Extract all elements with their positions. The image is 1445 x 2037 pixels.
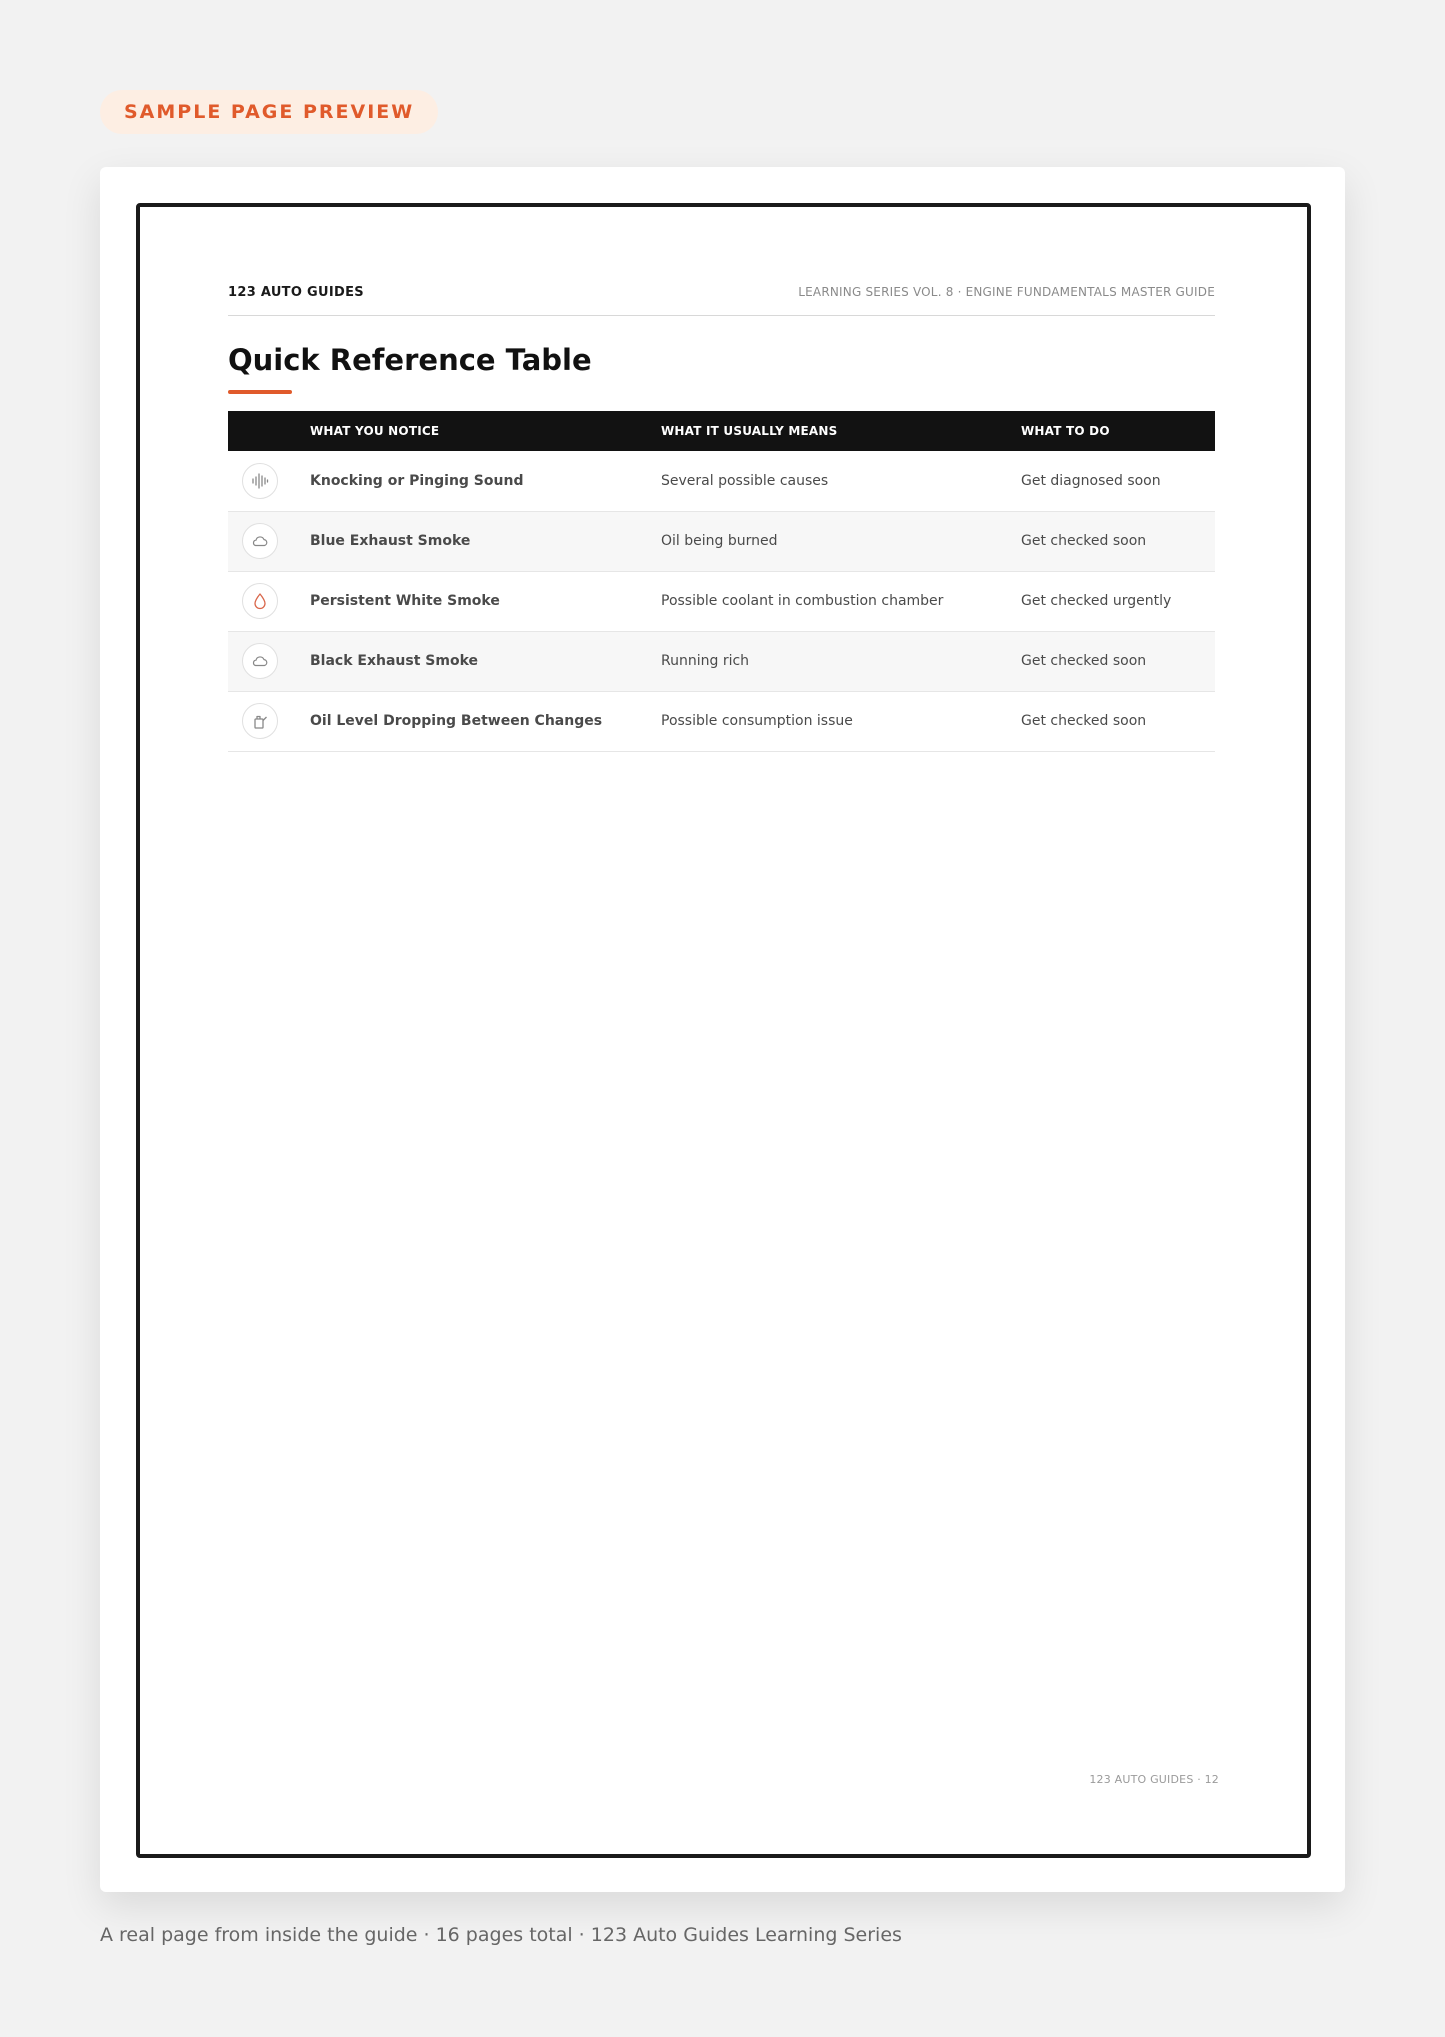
- table-row: [228, 691, 1215, 751]
- brand-label: 123 AUTO GUIDES: [228, 285, 364, 300]
- page-title: Quick Reference Table: [228, 343, 592, 377]
- preview-caption: A real page from inside the guide · 16 pages total · 123 Auto Guides Learning Series: [100, 1924, 902, 1946]
- series-label: LEARNING SERIES VOL. 8 · ENGINE FUNDAMENTALS MASTER GUIDE: [798, 285, 1215, 299]
- notice-cell: Black Exhaust Smoke: [310, 653, 478, 669]
- notice-cell: Blue Exhaust Smoke: [310, 533, 471, 549]
- notice-cell: Oil Level Dropping Between Changes: [310, 713, 603, 729]
- table-row: [228, 511, 1215, 571]
- action-cell: Get checked soon: [1021, 653, 1147, 669]
- table-header-row: [228, 411, 1215, 451]
- action-cell: Get checked soon: [1021, 533, 1147, 549]
- action-cell: Get diagnosed soon: [1021, 472, 1161, 489]
- means-cell: Possible coolant in combustion chamber: [661, 593, 944, 609]
- icon-column-header: [228, 411, 310, 451]
- means-cell: Running rich: [661, 653, 750, 669]
- notice-cell: Knocking or Pinging Sound: [310, 472, 524, 489]
- means-cell: Possible consumption issue: [661, 713, 853, 729]
- page-footer: 123 AUTO GUIDES · 12: [1089, 1773, 1219, 1786]
- action-cell: Get checked soon: [1021, 713, 1147, 729]
- action-cell: Get checked urgently: [1021, 593, 1172, 609]
- sound-wave-icon: [242, 463, 278, 499]
- preview-card: [100, 167, 1345, 1892]
- page-header: [228, 285, 1215, 316]
- table-row: [228, 451, 1215, 511]
- table-row: [228, 631, 1215, 691]
- table-row: [228, 571, 1215, 631]
- notice-column-header: WHAT YOU NOTICE: [310, 424, 440, 438]
- cloud-smoke-icon: [242, 643, 278, 679]
- oil-can-icon: [242, 703, 278, 739]
- action-column-header: WHAT TO DO: [1021, 424, 1110, 438]
- guide-page: [136, 203, 1311, 1858]
- means-cell: Oil being burned: [661, 533, 778, 549]
- cloud-smoke-icon: [242, 523, 278, 559]
- title-accent-bar: [228, 390, 292, 394]
- sample-preview-badge: SAMPLE PAGE PREVIEW: [100, 90, 438, 134]
- notice-cell: Persistent White Smoke: [310, 593, 500, 609]
- means-cell: Several possible causes: [661, 472, 829, 489]
- droplet-icon: [242, 583, 278, 619]
- means-column-header: WHAT IT USUALLY MEANS: [661, 424, 838, 438]
- quick-reference-table: [228, 411, 1215, 752]
